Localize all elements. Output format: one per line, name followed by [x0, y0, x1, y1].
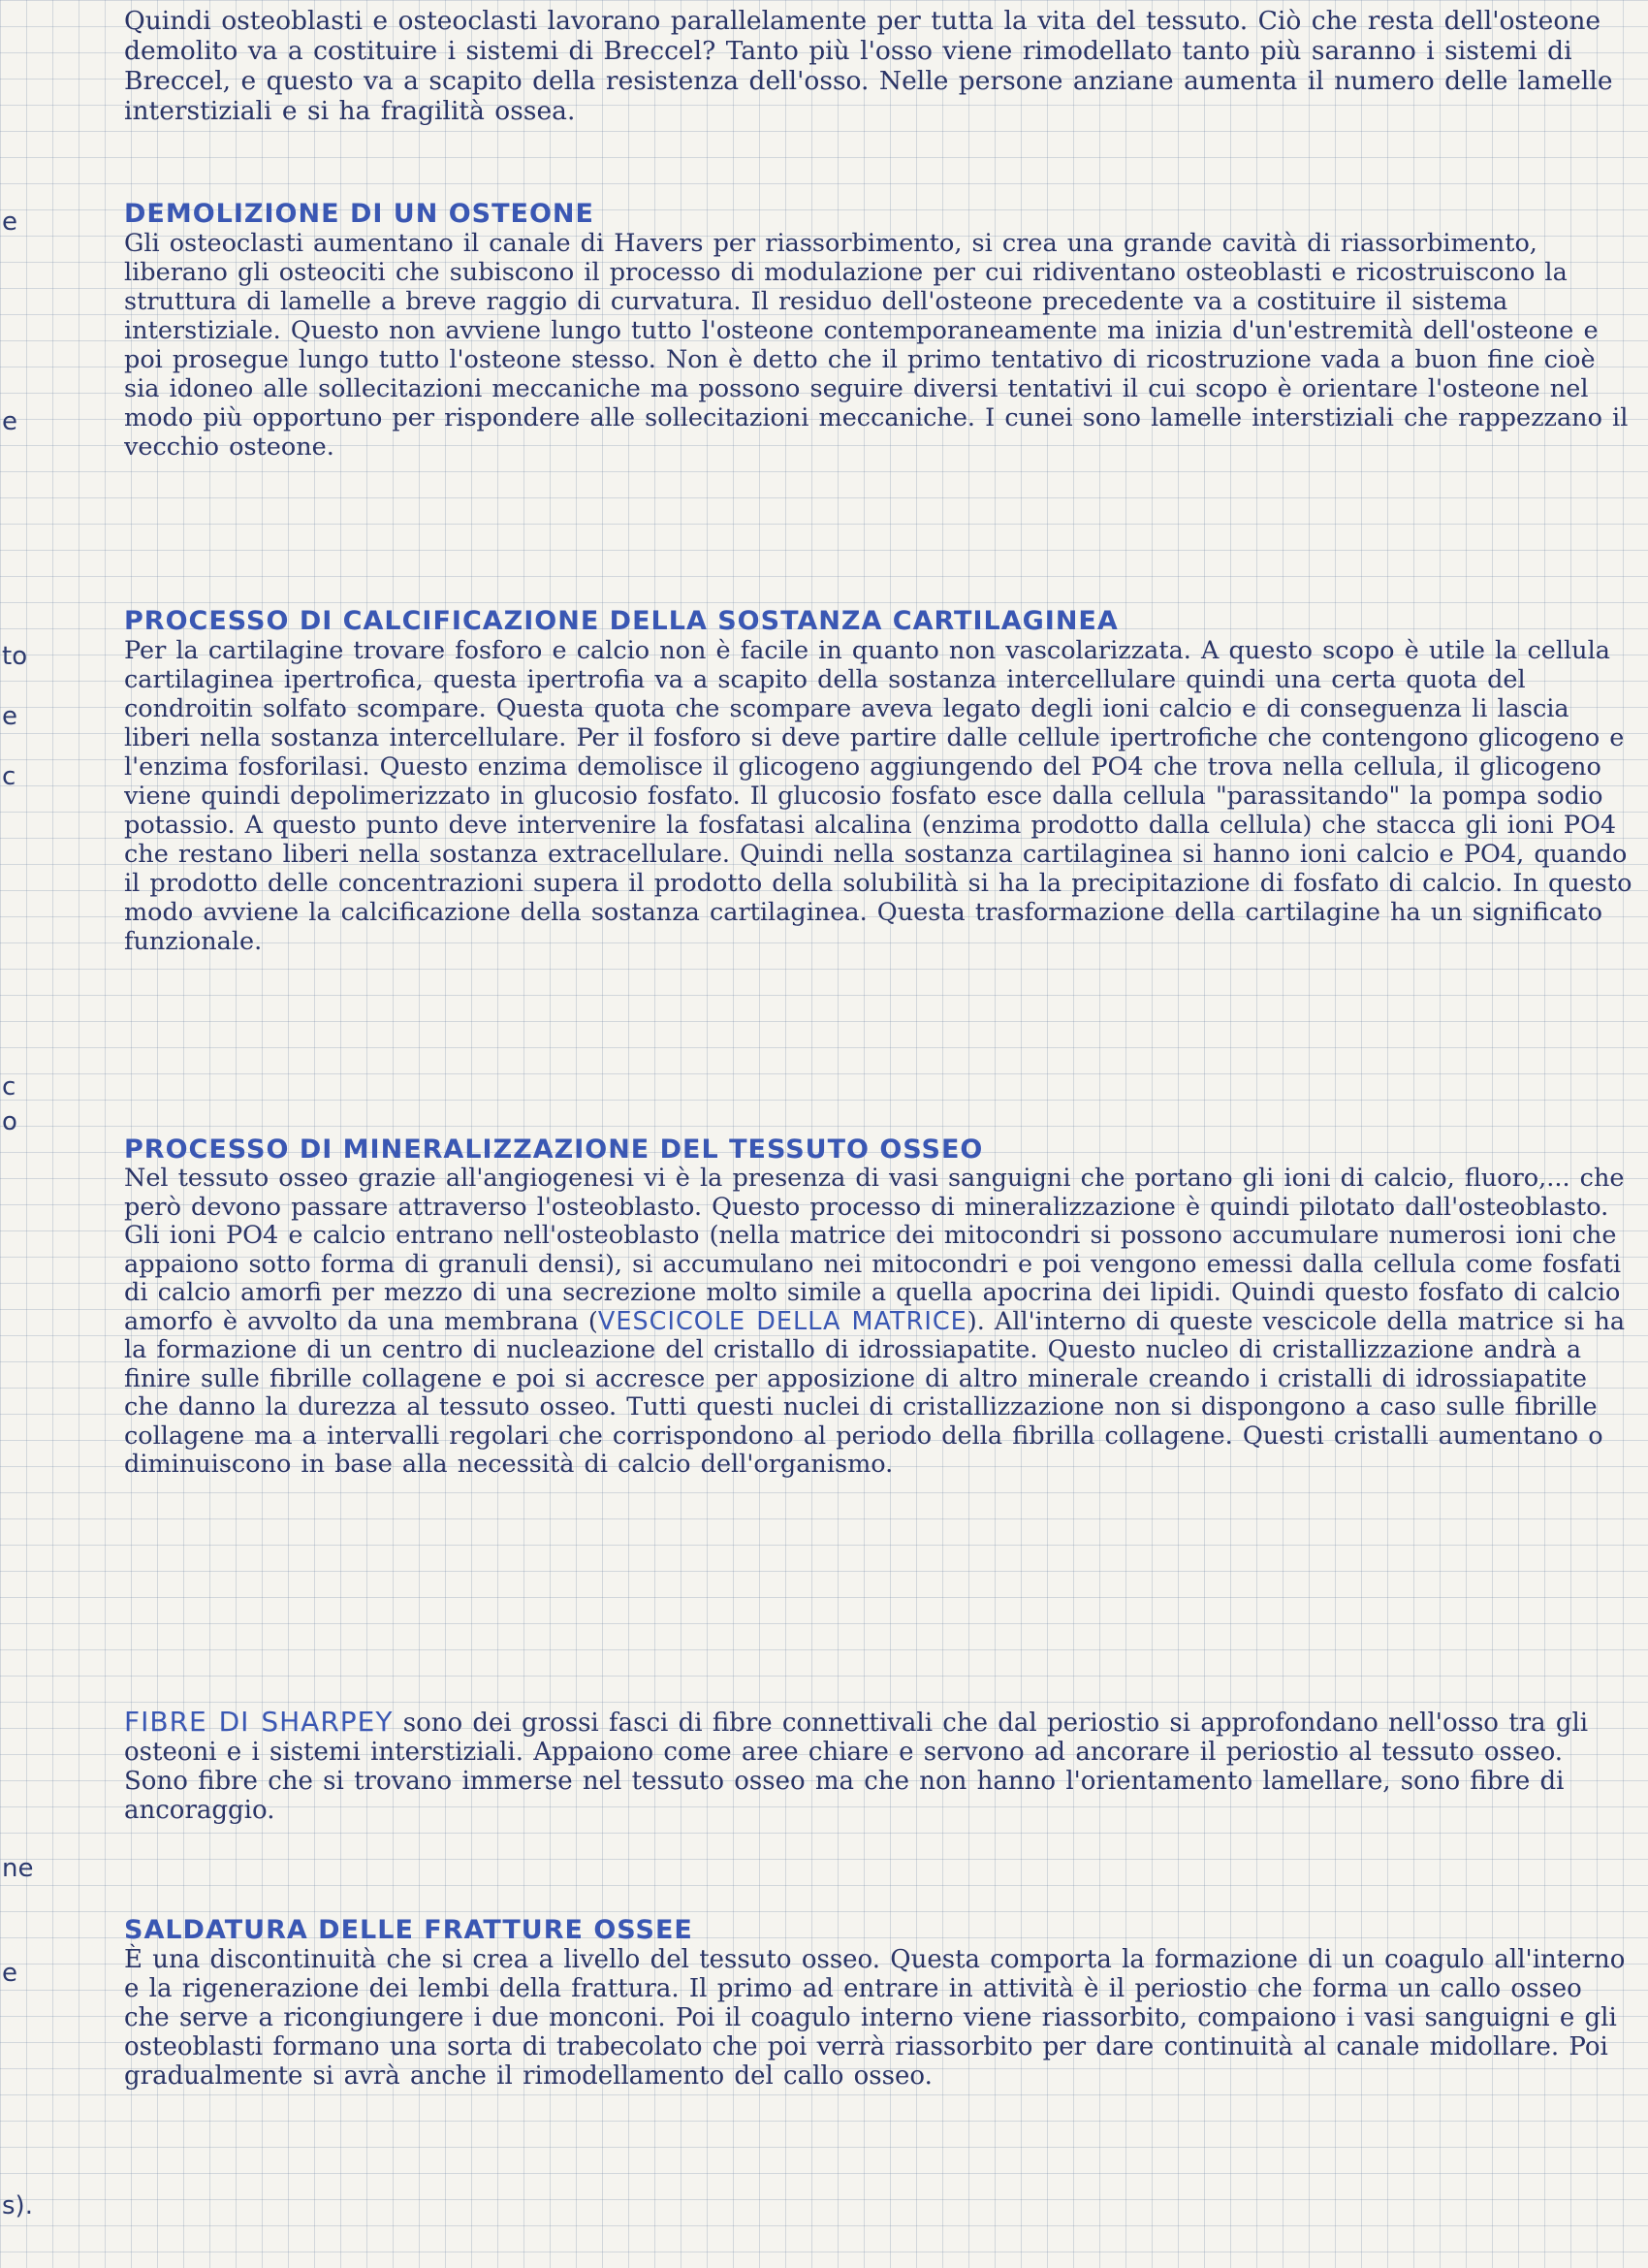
section-heading: PROCESSO DI CALCIFICAZIONE DELLA SOSTANZA CARTILAGINEA [124, 606, 1119, 636]
paragraph-text: sono dei grossi fasci di fibre connettivali che dal periostio si approfondano nell'osso tra gli osteoni e i sistemi interstiziali. Appaiono come aree chiare e servono ad ancorare il periostio al tessuto osseo. Sono fibre che si trovano immerse nel tessuto osseo ma che non hanno l'orientamento lamellare, sono fibre di ancoraggio. [124, 1709, 1589, 1825]
margin-fragment: c [2, 762, 16, 791]
section-heading: SALDATURA DELLE FRATTURE OSSEE [124, 1915, 693, 1945]
section-demolizione-osteone [124, 200, 1636, 607]
margin-fragment: e [2, 208, 17, 237]
paragraph: Per la cartilagine trovare fosforo e calcio non è facile in quanto non vascolarizzata. A questo scopo è utile la cellula cartilaginea ipertrofica, questa ipertrofia va a scapito della sostanza intercellulare quindi una certa quota del condroitin solfato scompare. Questa quota che scompare aveva legato degli ioni calcio e di conseguenza li lascia liberi nella sostanza intercellulare. Per il fosforo si deve partire dalle cellule ipertrofiche che contengono glicogeno e l'enzima fosforilasi. Questo enzima demolisce il glicogeno aggiungendo del PO4 che trova nella cellula, il glicogeno viene quindi depolimerizzato in glucosio fosfato. Il glucosio fosfato esce dalla cellula "parassitando" la pompa sodio potassio. A questo punto deve intervenire la fosfatasi alcalina (enzima prodotto dalla cellula) che stacca gli ioni PO4 che restano liberi nella sostanza extracellulare. Quindi nella sostanza cartilaginea si hanno ioni calcio e PO4, quando il prodotto delle concentrazioni supera il prodotto della solubilità si ha la precipitazione di fosfato di calcio. In questo modo avviene la calcificazione della sostanza cartilaginea. Questa trasformazione della cartilagine ha un significato funzionale. [124, 636, 1632, 956]
section-heading: DEMOLIZIONE DI UN OSTEONE [124, 199, 594, 229]
paragraph: Gli osteoclasti aumentano il canale di Havers per riassorbimento, si crea una grande cavità di riassorbimento, liberano gli osteociti che subiscono il processo di modulazione per cui ridiventano osteoblasti e ricostruiscono la struttura di lamelle a breve raggio di curvatura. Il residuo dell'osteone precedente va a costituire il sistema interstiziale. Questo non avviene lungo tutto l'osteone contemporaneamente ma inizia d'un'estremità dell'osteone e poi prosegue lungo tutto l'osteone stesso. Non è detto che il primo tentativo di ricostruzione vada a buon fine cioè sia idoneo alle sollecitazioni meccaniche ma possono seguire diversi tentativi il cui scopo è orientare l'osteone nel modo più opportuno per rispondere alle sollecitazioni meccaniche. I cunei sono lamelle interstiziali che rappezzano il vecchio osteone. [124, 229, 1629, 462]
highlighted-term: VESCICOLE DELLA MATRICE [597, 1306, 967, 1336]
section-mineralizzazione-osseo [124, 1135, 1636, 1708]
paragraph [124, 1708, 1636, 1825]
paragraph-text: ). All'interno di queste vescicole della matrice si ha la formazione di un centro di nucleazione del cristallo di idrossiapatite. Questo nucleo di cristallizzazione andrà a finire sulle fibrille collagene e poi si accresce per apposizione di altro minerale creando i cristalli di idrossiapatite che danno la durezza al tessuto osseo. Tutti questi nuclei di cristallizzazione non si dispongono a caso sulle fibrille collagene ma a intervalli regolari che corrispondono al periodo della fibrilla collagene. Questi cristalli aumentano o diminuiscono in base alla necessità di calcio dell'organismo. [124, 1306, 1626, 1479]
margin-fragment: c [2, 1072, 16, 1102]
section-osteone-rimodellamento [124, 6, 1636, 200]
margin-fragment: e [2, 1959, 17, 1988]
margin-fragment: o [2, 1107, 17, 1136]
section-fibre-sharpey [124, 1708, 1636, 1916]
handwritten-notes [124, 6, 1636, 2265]
margin-fragment: s). [2, 2191, 33, 2220]
paragraph [124, 1165, 1636, 1480]
paragraph-text: Nel tessuto osseo grazie all'angiogenesi vi è la presenza di vasi sanguigni che portano gli ioni di calcio, fluoro,... che però devono passare attraverso l'osteoblasto. Questo processo di mineralizzazione è quindi pilotato dall'osteoblasto. Gli ioni PO4 e calcio entrano nell'osteoblasto (nella matrice dei mitocondri si possono accumulare numerosi ioni che appaiono sotto forma di granuli densi), si accumulano nei mitocondri e poi vengono emessi dalla cellula come fosfati di calcio amorfi per mezzo di una secrezione molto simile a quella apocrina dei lipidi. Quindi questo fosfato di calcio amorfo è avvolto da una membrana ( [124, 1164, 1625, 1336]
paragraph: È una discontinuità che si crea a livello del tessuto osseo. Questa comporta la formazione di un coagulo all'interno e la rigenerazione dei lembi della frattura. Il primo ad entrare in attività è il periostio che forma un callo osseo che serve a ricongiungere i due monconi. Poi il coagulo interno viene riassorbito, compaiono i vasi sanguigni e gli osteoblasti formano una sorta di trabecolato che poi verrà riassorbito per dare continuità al canale midollare. Poi gradualmente si avrà anche il rimodellamento del callo osseo. [124, 1945, 1626, 2091]
section-heading: PROCESSO DI MINERALIZZAZIONE DEL TESSUTO OSSEO [124, 1134, 984, 1165]
margin-fragment: ne [2, 1854, 34, 1883]
margin-fragment: e [2, 407, 17, 436]
margin-fragment: to [2, 642, 28, 671]
section-saldatura-fratture [124, 1916, 1636, 2265]
section-heading: FIBRE DI SHARPEY [124, 1706, 394, 1738]
paragraph: Quindi osteoblasti e osteoclasti lavorano parallelamente per tutta la vita del tessuto. Ciò che resta dell'osteone demolito va a costituire i sistemi di Breccel? Tanto più l'osso viene rimodellato tanto più saranno i sistemi di Breccel, e questo va a scapito della resistenza dell'osso. Nelle persone anziane aumenta il numero delle lamelle interstiziali e si ha fragilità ossea. [124, 6, 1613, 126]
margin-fragment: e [2, 702, 17, 731]
left-page-edge [0, 0, 39, 2268]
section-calcificazione-cartilaginea [124, 607, 1636, 1135]
